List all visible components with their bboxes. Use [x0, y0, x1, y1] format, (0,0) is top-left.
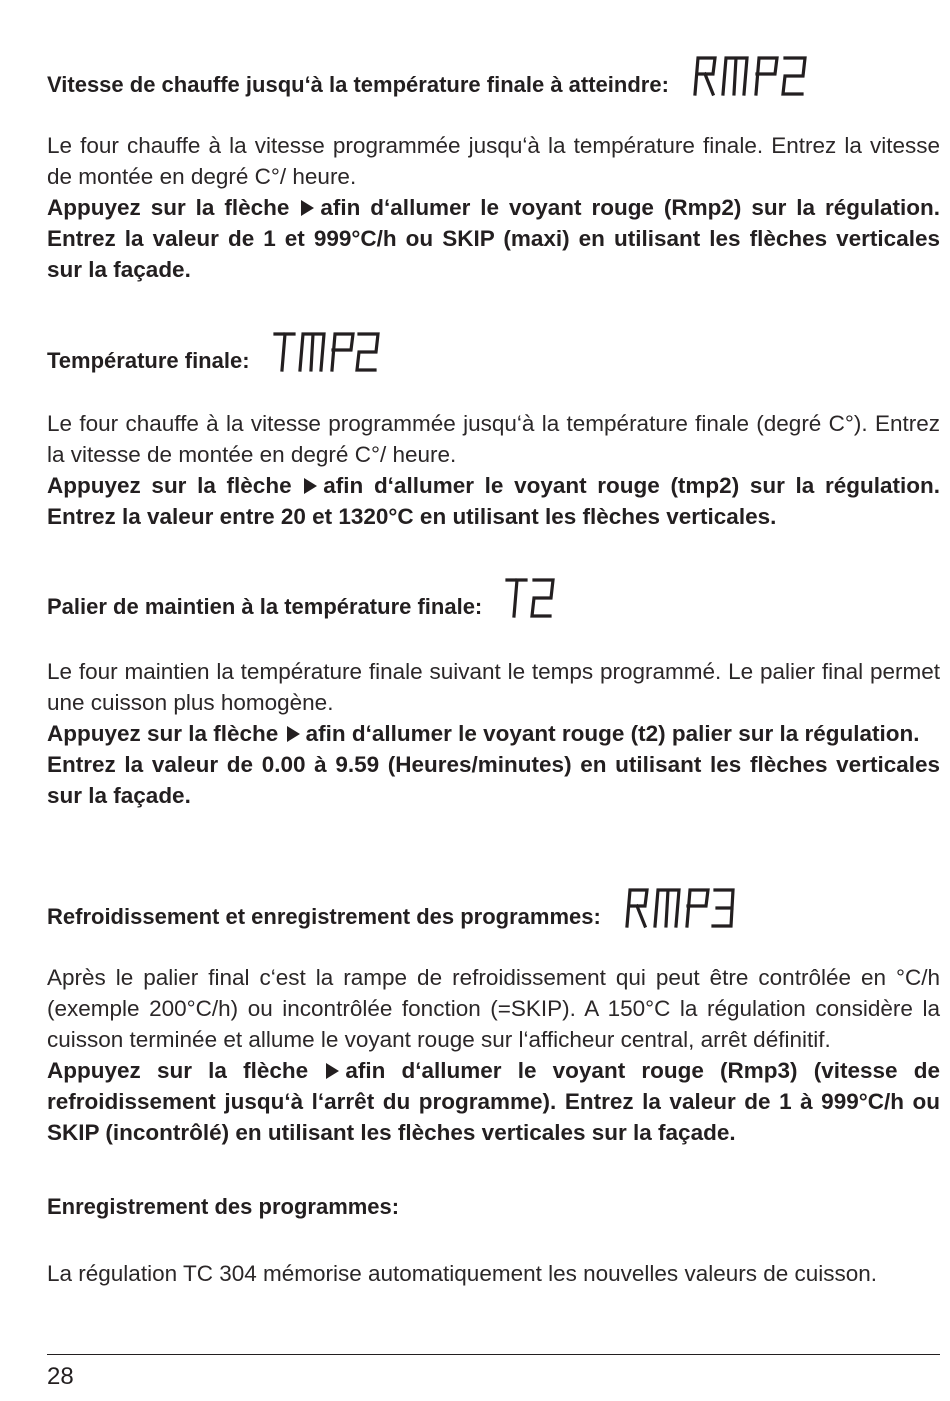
right-arrow-icon [326, 1063, 339, 1079]
instruction-rest: afin d‘allumer le voyant rouge (tmp2) sur la régulation. Entrez la valeur entre 20 et 1320°C en utilisant les flèches verticales. [47, 473, 940, 529]
instruction-rest: afin d‘allumer le voyant rouge (Rmp2) sur la régulation. Entrez la valeur de 1 et 999°C/h ou SKIP (maxi) en utilisant les flèches verticales sur la façade. [47, 195, 940, 282]
page-number: 28 [47, 1363, 74, 1390]
section-instruction-extra: Entrez la valeur de 0.00 à 9.59 (Heures/minutes) en utilisant les flèches verticales sur la façade. [47, 752, 940, 808]
instruction-rest: afin d‘allumer le voyant rouge (Rmp3) (vitesse de refroidissement jusqu‘à l‘arrêt du programme). Entrez la valeur de 1 à 999°C/h ou SKIP (incontrôlé) en utilisant les flèches verticales sur la façade. [47, 1058, 940, 1145]
section-tmp2 [47, 316, 940, 532]
section-text: Le four chauffe à la vitesse programmée jusqu‘à la température finale (degré C°). Entrez la vitesse de montée en degré C°/ heure. [47, 411, 940, 467]
lcd-display-t2 [502, 576, 558, 620]
right-arrow-icon [287, 726, 300, 742]
heading-row [47, 316, 940, 376]
instruction-start: Appuyez sur la flèche [47, 195, 290, 220]
section-heading: Palier de maintien à la température finale: [47, 594, 483, 619]
right-arrow-icon [304, 478, 317, 494]
heading-row [47, 562, 940, 622]
heading-row [47, 872, 940, 932]
section-text: La régulation TC 304 mémorise automatiquement les nouvelles valeurs de cuisson. [47, 1261, 878, 1286]
section-rmp3 [47, 872, 940, 1148]
lcd-display-rmp3 [621, 886, 737, 930]
section-t2 [47, 562, 940, 811]
section-text: Le four maintien la température finale suivant le temps programmé. Le palier final permet une cuisson plus homogène. [47, 659, 940, 715]
section-instruction [47, 192, 940, 285]
section-instruction [47, 718, 940, 749]
right-arrow-icon [301, 200, 314, 216]
heading-row [47, 40, 940, 100]
instruction-start: Appuyez sur la flèche [47, 1058, 309, 1083]
lcd-display-rmp2 [689, 54, 809, 98]
section-heading: Température finale: [47, 348, 250, 373]
section-instruction [47, 470, 940, 532]
section-text: Après le palier final c‘est la rampe de refroidissement qui peut être contrôlée en °C/h (exemple 200°C/h) ou incontrôlée fonction (=SKIP). A 150°C la régulation considère la cuisson terminée et allume le voyant rouge sur l‘afficheur central, arrêt définitif. [47, 965, 940, 1052]
section-rmp2 [47, 40, 940, 285]
section-instruction [47, 1055, 940, 1148]
lcd-display-tmp2 [270, 330, 380, 374]
instruction-rest: afin d‘allumer le voyant rouge (t2) palier sur la régulation. [305, 721, 920, 746]
footer-divider [47, 1354, 940, 1355]
instruction-start: Appuyez sur la flèche [47, 721, 279, 746]
section-heading: Enregistrement des programmes: [47, 1194, 400, 1219]
instruction-start: Appuyez sur la flèche [47, 473, 292, 498]
section-text: Le four chauffe à la vitesse programmée jusqu‘à la température finale. Entrez la vitesse de montée en degré C°/ heure. [47, 133, 940, 189]
section-heading: Vitesse de chauffe jusqu‘à la température finale à atteindre: [47, 72, 669, 97]
section-heading: Refroidissement et enregistrement des programmes: [47, 904, 601, 929]
section-enregistrement [47, 1192, 940, 1289]
